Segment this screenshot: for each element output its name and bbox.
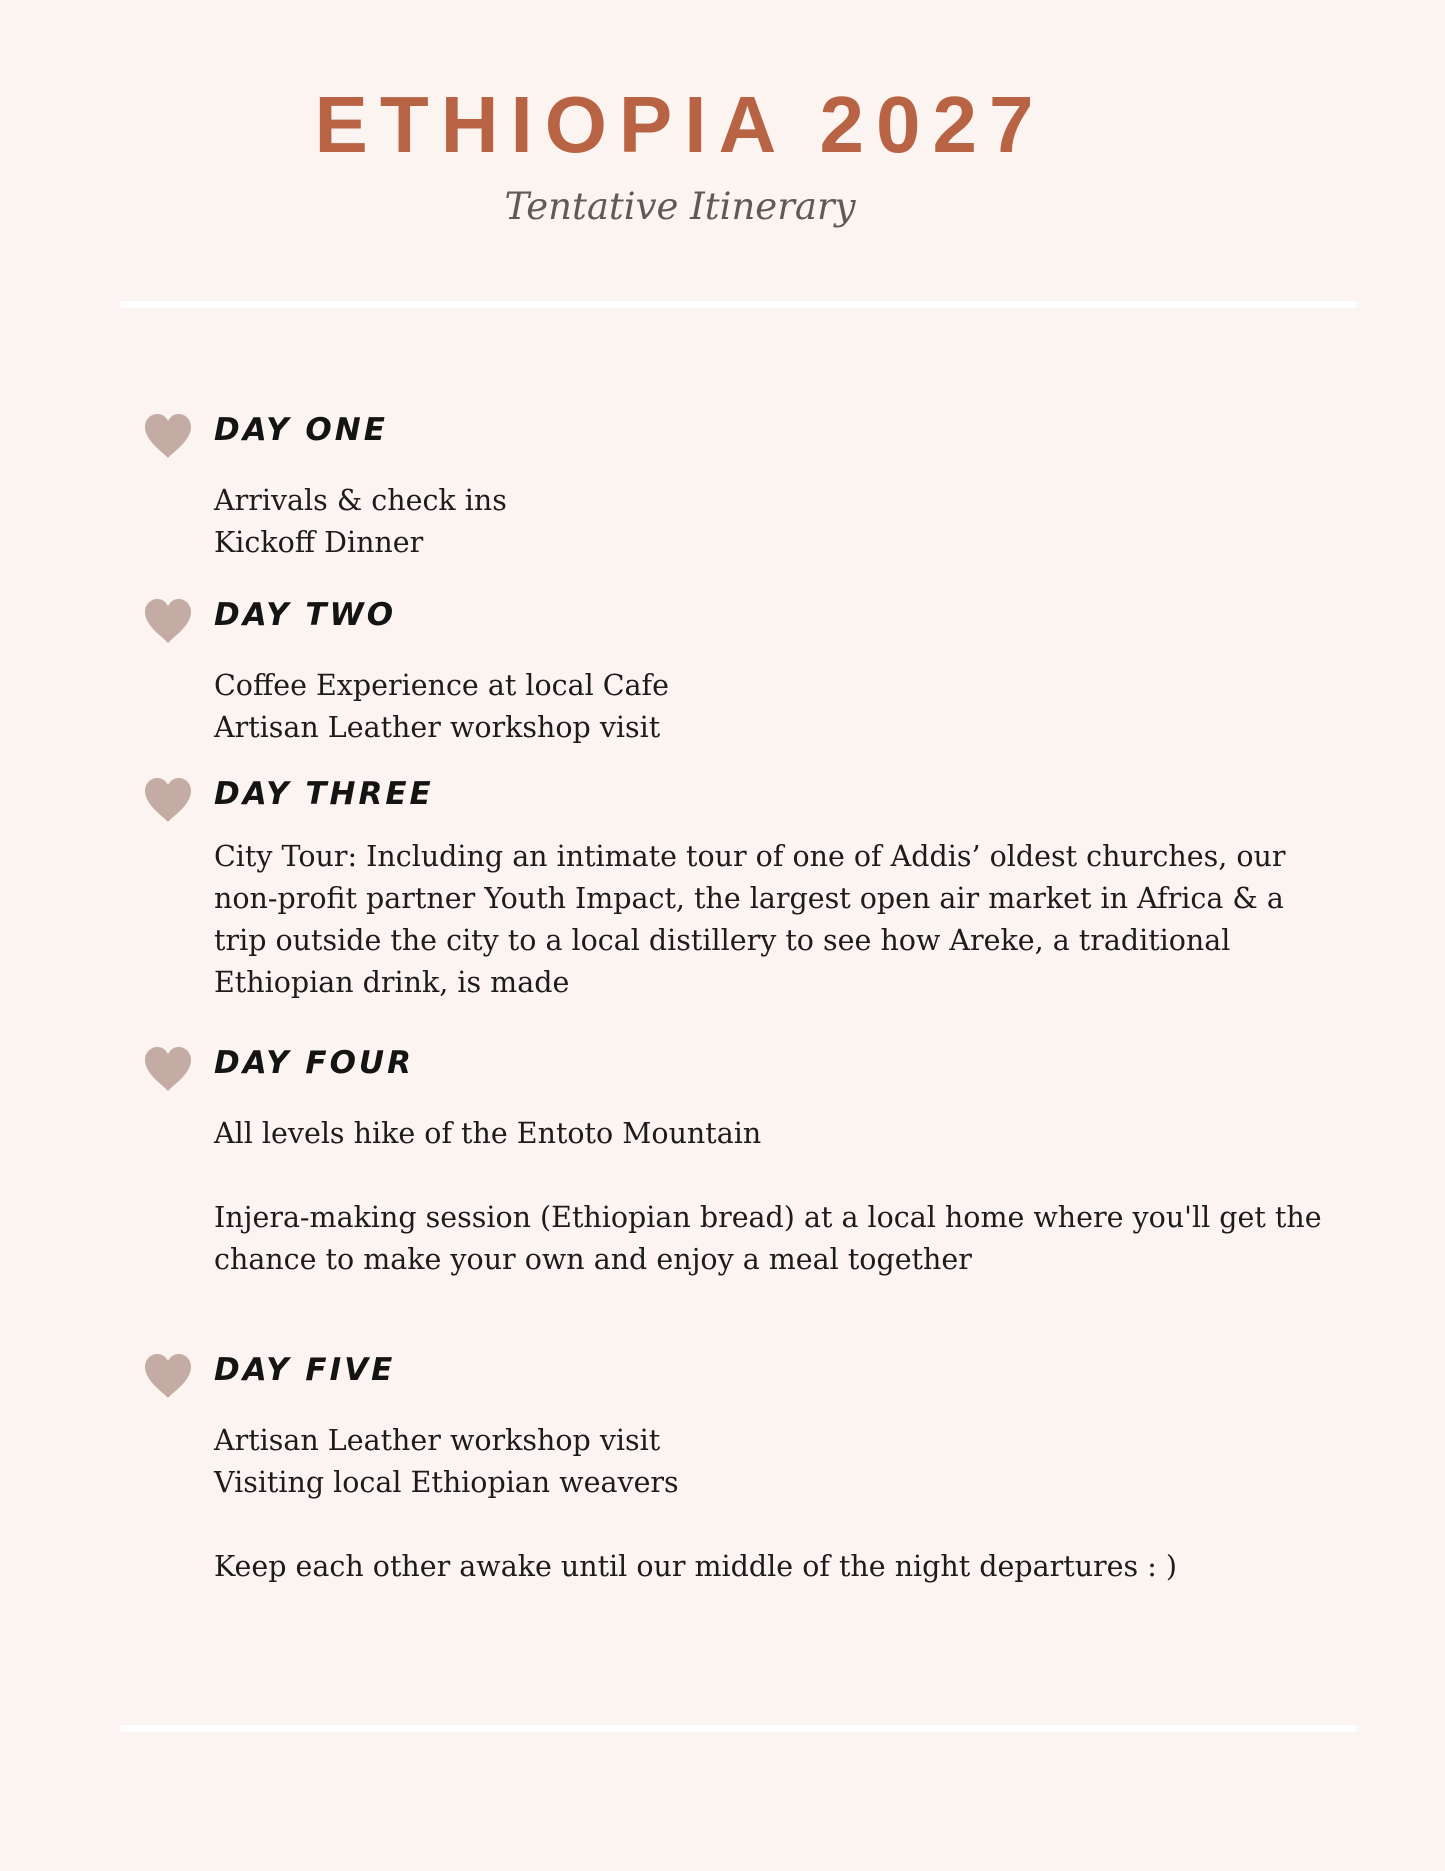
- day-activities: [214, 1113, 1329, 1281]
- day-title: DAY FOUR: [214, 1045, 414, 1081]
- activity-line: Visiting local Ethiopian weavers: [214, 1466, 679, 1499]
- heart-icon: [142, 1352, 194, 1400]
- page-title: ETHIOPIA 2027: [314, 80, 1046, 169]
- activity-line: All levels hike of the Entoto Mountain: [214, 1117, 762, 1150]
- day-title: DAY FIVE: [214, 1352, 396, 1388]
- activity-line: Artisan Leather workshop visit: [214, 711, 661, 744]
- heart-icon: [142, 412, 194, 460]
- activity-line: Keep each other awake until our middle of the night departures : ): [214, 1550, 1178, 1583]
- day-activities: [214, 480, 1344, 564]
- activity-line: Injera-making session (Ethiopian bread) at a local home where you'll get the chance to make your own and enjoy a meal together: [214, 1201, 1322, 1276]
- day-title: DAY THREE: [214, 776, 434, 812]
- heart-icon: [142, 776, 194, 824]
- activity-line: City Tour: Including an intimate tour of one of Addis’ oldest churches, our non-profit partner Youth Impact, the largest open air market in Africa & a trip outside the city to a local distillery to see how Areke, a traditional Ethiopian drink, is made: [214, 840, 1286, 999]
- top-divider: [120, 301, 1356, 308]
- activity-line: Artisan Leather workshop visit: [214, 1424, 661, 1457]
- activity-line: Kickoff Dinner: [214, 526, 424, 559]
- day-activities: [214, 1420, 1344, 1588]
- heart-icon: [142, 597, 194, 645]
- day-activities: [214, 665, 1344, 749]
- activity-line: Coffee Experience at local Cafe: [214, 669, 669, 702]
- day-title: DAY ONE: [214, 412, 388, 448]
- day-activities: [214, 836, 1329, 1004]
- day-title: DAY TWO: [214, 597, 397, 633]
- heart-icon: [142, 1045, 194, 1093]
- activity-line: Arrivals & check ins: [214, 484, 507, 517]
- page-subtitle: Tentative Itinerary: [504, 185, 856, 228]
- bottom-divider: [120, 1725, 1356, 1732]
